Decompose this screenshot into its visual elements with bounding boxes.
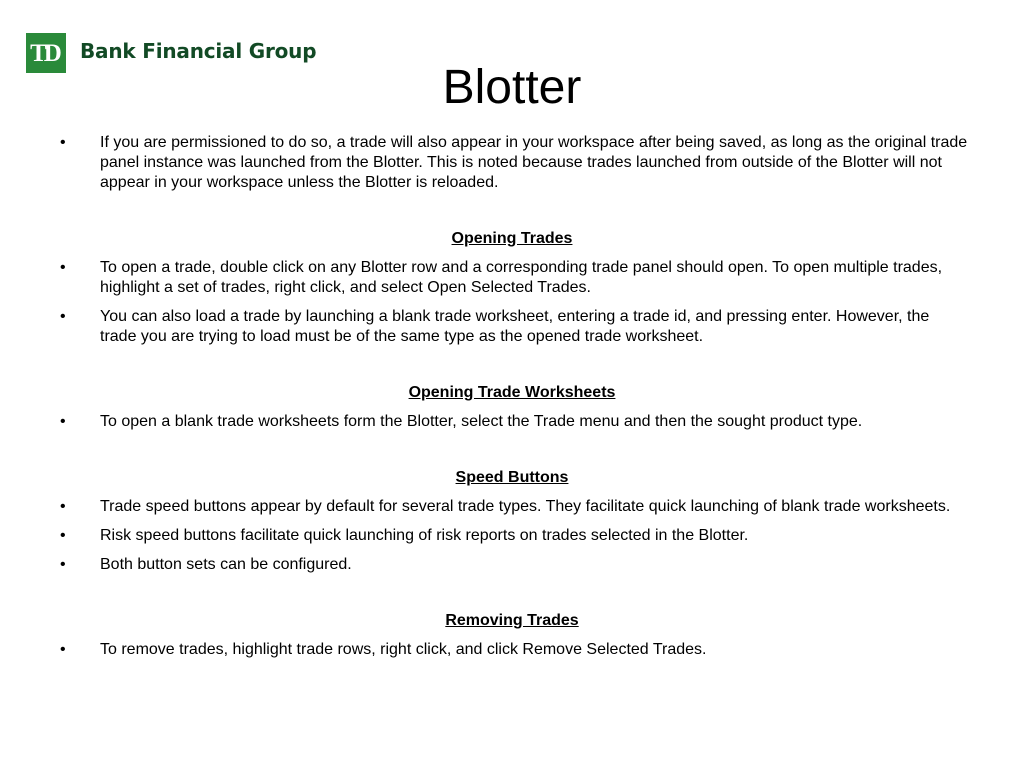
bullet-text: To open a blank trade worksheets form the Blotter, select the Trade menu and then the sought product type. (100, 413, 863, 430)
bullet-item (0, 526, 1024, 546)
td-logo-mark-text: TD (30, 39, 59, 67)
intro-bullet (0, 133, 1024, 193)
bullet-marker: • (60, 498, 66, 515)
bullet-marker: • (60, 556, 66, 573)
bullet-item (0, 258, 1024, 298)
slide-title: Blotter (442, 61, 582, 114)
bullet-item (0, 412, 1024, 432)
section-heading-opening-trades: Opening Trades (451, 230, 573, 247)
bullet-marker: • (60, 641, 66, 658)
bullet-text: To remove trades, highlight trade rows, right click, and click Remove Selected Trades. (100, 641, 707, 658)
bullet-item (0, 497, 1024, 517)
bullet-text: Trade speed buttons appear by default for several trade types. They facilitate quick launching of blank trade worksheets. (100, 498, 951, 515)
bullet-item (0, 555, 1024, 575)
bullet-item (0, 640, 1024, 660)
bullet-text: Risk speed buttons facilitate quick launching of risk reports on trades selected in the Blotter. (100, 527, 749, 544)
bullet-text: If you are permissioned to do so, a trade will also appear in your workspace after being saved, as long as the original trade panel instance was launched from the Blotter. This is noted because trades launched from outside of the Blotter will not appear in your workspace unless the Blotter is reloaded. (100, 134, 968, 191)
bullet-text: To open a trade, double click on any Blotter row and a corresponding trade panel should open. To open multiple trades, highlight a set of trades, right click, and select Open Selected Trades. (100, 259, 943, 296)
bullet-marker: • (60, 413, 66, 430)
slide-content (0, 133, 1024, 669)
bullet-text: Both button sets can be configured. (100, 556, 352, 573)
bullet-marker: • (60, 134, 66, 151)
bullet-marker: • (60, 259, 66, 276)
bullet-text: You can also load a trade by launching a blank trade worksheet, entering a trade id, and pressing enter. However, the trade you are trying to load must be of the same type as the opened trade worksheet. (100, 308, 930, 345)
bullet-item (0, 307, 1024, 347)
section-heading-speed-buttons: Speed Buttons (455, 469, 569, 486)
bullet-marker: • (60, 527, 66, 544)
section-heading-opening-trade-worksheets: Opening Trade Worksheets (408, 384, 616, 401)
section-heading-removing-trades: Removing Trades (445, 612, 579, 629)
bullet-marker: • (60, 308, 66, 325)
td-logo-wordmark: Bank Financial Group (80, 39, 317, 63)
